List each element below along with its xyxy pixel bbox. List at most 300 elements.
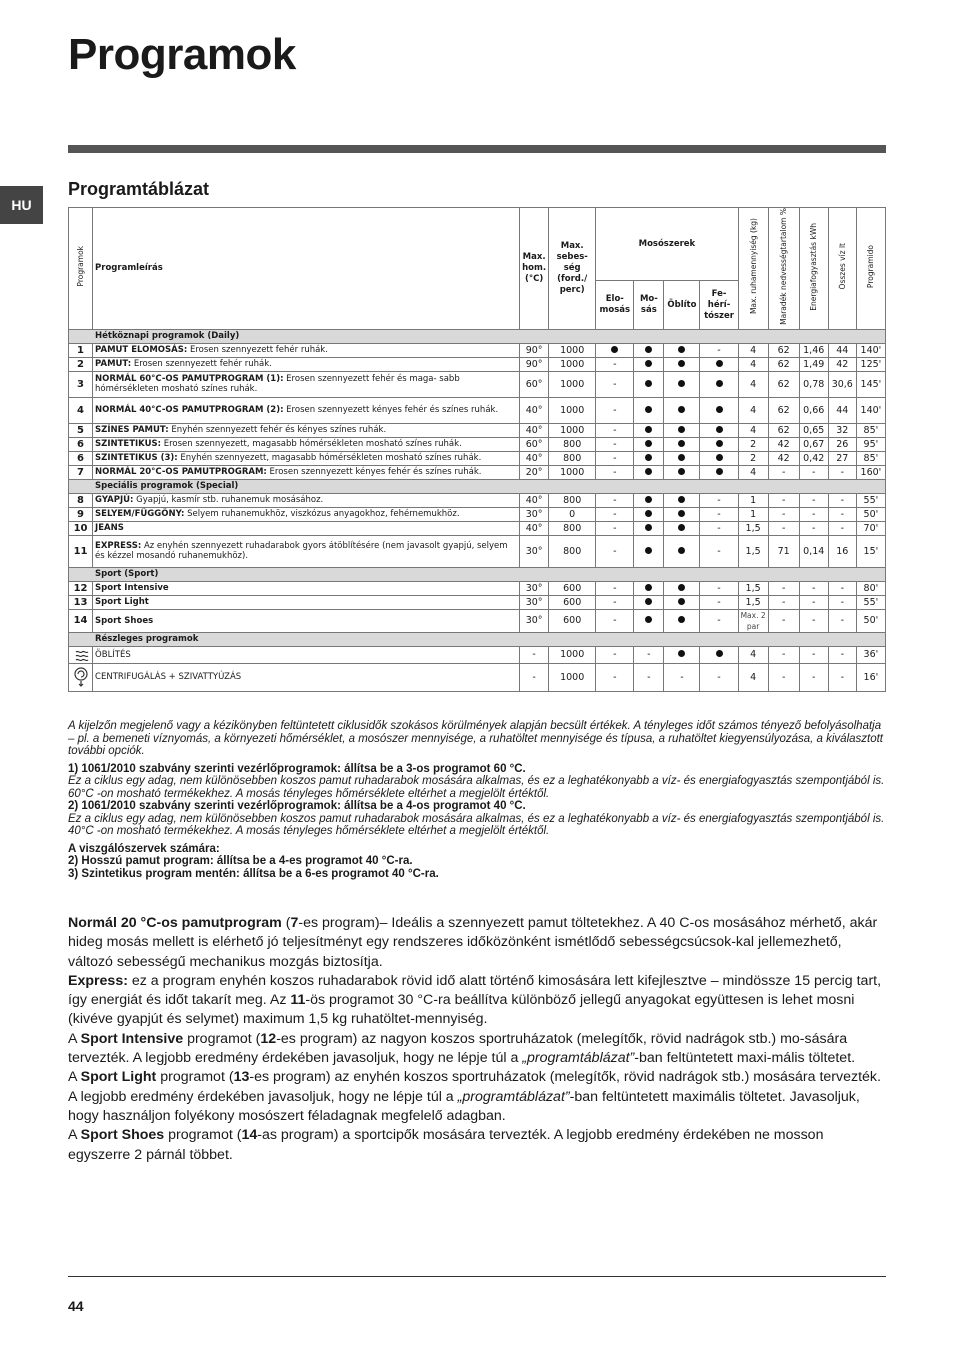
cell-pre	[596, 343, 634, 357]
section-row	[69, 329, 886, 343]
included-dot	[645, 440, 652, 447]
cell-rinse	[664, 507, 700, 521]
cell-temp: 30°	[520, 609, 549, 632]
program-number: 4	[69, 397, 93, 423]
cell-wash	[634, 397, 664, 423]
included-dot	[678, 547, 685, 554]
cell-temp: 40°	[520, 423, 549, 437]
cell-speed: 1000	[549, 343, 596, 357]
cell-wash	[634, 437, 664, 451]
table-row	[69, 493, 886, 507]
cell-res: 62	[768, 423, 799, 437]
included-dot	[716, 454, 723, 461]
cell-water: 44	[828, 343, 856, 357]
cell-water: -	[828, 521, 856, 535]
cell-kwh: -	[799, 609, 828, 632]
program-number: 10	[69, 521, 93, 535]
cell-temp: 40°	[520, 451, 549, 465]
included-dot	[645, 616, 652, 623]
included-dot	[645, 426, 652, 433]
program-description	[93, 371, 520, 397]
program-description	[93, 581, 520, 595]
cell-time: 140'	[856, 343, 885, 357]
included-dot	[678, 406, 685, 413]
cell-rinse	[664, 535, 700, 567]
cell-time: 85'	[856, 451, 885, 465]
cell-temp: -	[520, 663, 549, 691]
header-mososzerek: Mosószerek	[596, 208, 738, 281]
cell-rinse	[664, 423, 700, 437]
program-number: 1	[69, 343, 93, 357]
cell-wash	[634, 343, 664, 357]
cell-water: 30,6	[828, 371, 856, 397]
cell-bleach: -	[700, 535, 738, 567]
included-dot	[678, 380, 685, 387]
cell-speed: 600	[549, 609, 596, 632]
included-dot	[645, 496, 652, 503]
program-description	[93, 507, 520, 521]
cell-speed: 800	[549, 493, 596, 507]
cell-kwh: 0,66	[799, 397, 828, 423]
cell-water: -	[828, 581, 856, 595]
title-divider-bar	[68, 145, 886, 153]
cell-temp: 30°	[520, 507, 549, 521]
program-number: 7	[69, 465, 93, 479]
cell-temp: 40°	[520, 397, 549, 423]
cell-kwh: -	[799, 595, 828, 609]
cell-wash	[634, 595, 664, 609]
table-row	[69, 451, 886, 465]
cell-water: -	[828, 646, 856, 663]
cell-kg: Max. 2 par	[738, 609, 768, 632]
cell-speed: 800	[549, 451, 596, 465]
cell-speed: 1000	[549, 663, 596, 691]
cell-bleach: -	[700, 521, 738, 535]
cell-bleach: -	[700, 507, 738, 521]
header-feherito: Fe- hérí- tószer	[700, 281, 738, 329]
header-max-ruha: Max. ruhamennyiség (kg)	[738, 208, 768, 330]
included-dot	[645, 406, 652, 413]
cell-kwh: 0,67	[799, 437, 828, 451]
cell-pre: -	[596, 507, 634, 521]
program-name: SZÍNES PAMUT:	[95, 425, 169, 436]
program-name: NORMÁL 40°C-OS PAMUTPROGRAM (2):	[95, 405, 284, 416]
program-name: PAMUT ELOMOSÁS:	[95, 345, 188, 356]
cell-wash	[634, 451, 664, 465]
table-notes	[68, 720, 886, 880]
paragraph-sport-intensive: A Sport Intensive programot (12-es program) az nagyon koszos sportruházatok (melegítők, rövid nadrágok stb.) mo-sására tervezték. A legjobb eredmény érdekében javasoljuk, hogy ne lépje túl a „programtáblázat”-ban feltüntetett maxi-mális töltetet.	[68, 1030, 856, 1067]
cell-wash: -	[634, 663, 664, 691]
included-dot	[678, 468, 685, 475]
cell-rinse	[664, 357, 700, 371]
program-number: 6	[69, 451, 93, 465]
cell-speed: 0	[549, 507, 596, 521]
cell-res: 62	[768, 371, 799, 397]
header-max-sebesseg: Max. sebes- ség (ford./ perc)	[549, 208, 596, 330]
cell-temp: 40°	[520, 521, 549, 535]
cell-wash	[634, 465, 664, 479]
cell-water: -	[828, 465, 856, 479]
program-name: SZINTETIKUS:	[95, 439, 162, 450]
header-mosas: Mo- sás	[634, 281, 664, 329]
paragraph-sport-light: A Sport Light programot (13-es program) az enyhén koszos sportruházatok (melegítők, rövid nadrágok stb.) mosására tervezték. A legjobb eredmény érdekében javasoljuk, hogy ne lépje túl a „programtáblázat”-ban feltüntetett maximális töltetet. Javasoljuk, hogy használjon folyékony mosószert féladagnak megfelelő adagban.	[68, 1069, 881, 1124]
included-dot	[678, 650, 685, 657]
program-description	[93, 397, 520, 423]
program-name: NORMÁL 60°C-OS PAMUTPROGRAM (1):	[95, 373, 284, 384]
cell-bleach: -	[700, 609, 738, 632]
cell-pre: -	[596, 595, 634, 609]
included-dot	[645, 468, 652, 475]
cell-temp: 90°	[520, 343, 549, 357]
included-dot	[678, 598, 685, 605]
included-dot	[678, 426, 685, 433]
included-dot	[645, 360, 652, 367]
cell-time: 70'	[856, 521, 885, 535]
cell-bleach	[700, 437, 738, 451]
cell-water: 16	[828, 535, 856, 567]
program-detail: Enyhén szennyezett fehér és kényes színes ruhák.	[168, 425, 387, 436]
cell-pre: -	[596, 521, 634, 535]
program-number: 3	[69, 371, 93, 397]
cell-bleach: -	[700, 493, 738, 507]
section-label: Részleges programok	[69, 632, 886, 646]
cell-res: 42	[768, 451, 799, 465]
program-name: Sport Light	[95, 597, 149, 608]
program-description	[93, 423, 520, 437]
program-description	[93, 646, 520, 663]
program-table	[68, 207, 886, 692]
cell-kg: 1,5	[738, 521, 768, 535]
cell-wash	[634, 371, 664, 397]
included-dot	[678, 510, 685, 517]
program-number: 12	[69, 581, 93, 595]
cell-rinse	[664, 493, 700, 507]
table-row	[69, 357, 886, 371]
program-name: GYAPJÚ:	[95, 495, 134, 506]
included-dot	[678, 524, 685, 531]
cell-rinse	[664, 371, 700, 397]
table-row	[69, 343, 886, 357]
cell-pre: -	[596, 535, 634, 567]
cell-res: -	[768, 521, 799, 535]
cell-wash	[634, 535, 664, 567]
cell-wash	[634, 423, 664, 437]
cell-time: 145'	[856, 371, 885, 397]
program-number: 2	[69, 357, 93, 371]
program-name: PAMUT:	[95, 359, 132, 370]
cell-rinse	[664, 521, 700, 535]
included-dot	[678, 584, 685, 591]
cell-kwh: -	[799, 663, 828, 691]
section-label: Sport (Sport)	[69, 567, 886, 581]
cell-temp: 30°	[520, 535, 549, 567]
included-dot	[645, 598, 652, 605]
cell-speed: 600	[549, 581, 596, 595]
header-viz: Összes víz lt	[828, 208, 856, 330]
included-dot	[678, 454, 685, 461]
cell-rinse	[664, 609, 700, 632]
cell-water: 44	[828, 397, 856, 423]
cell-wash: -	[634, 646, 664, 663]
cell-res: -	[768, 465, 799, 479]
cell-bleach: -	[700, 663, 738, 691]
cell-res: 62	[768, 397, 799, 423]
cell-rinse	[664, 343, 700, 357]
cell-rinse: -	[664, 663, 700, 691]
cell-kwh: 0,65	[799, 423, 828, 437]
cell-kwh: -	[799, 465, 828, 479]
program-description	[93, 535, 520, 567]
cell-pre: -	[596, 371, 634, 397]
section-title: Programtáblázat	[68, 179, 210, 199]
cell-bleach: -	[700, 343, 738, 357]
cell-res: 42	[768, 437, 799, 451]
included-dot	[645, 510, 652, 517]
cell-water: -	[828, 493, 856, 507]
cell-res: -	[768, 493, 799, 507]
cell-rinse	[664, 451, 700, 465]
cell-kwh: 0,14	[799, 535, 828, 567]
cell-kg: 4	[738, 397, 768, 423]
table-row	[69, 437, 886, 451]
cell-time: 160'	[856, 465, 885, 479]
cell-bleach	[700, 423, 738, 437]
cell-time: 125'	[856, 357, 885, 371]
cell-temp: 60°	[520, 437, 549, 451]
program-number: 14	[69, 609, 93, 632]
program-description	[93, 595, 520, 609]
program-description	[93, 451, 520, 465]
cell-pre: -	[596, 609, 634, 632]
header-elomosas: Elo- mosás	[596, 281, 634, 329]
cell-pre: -	[596, 663, 634, 691]
table-row	[69, 507, 886, 521]
cell-water: -	[828, 663, 856, 691]
cell-kg: 1	[738, 507, 768, 521]
cell-res: -	[768, 609, 799, 632]
cell-temp: 30°	[520, 595, 549, 609]
header-leiras: Programleírás	[93, 208, 520, 330]
cell-kwh: -	[799, 493, 828, 507]
spin-icon	[69, 663, 93, 691]
cell-temp: 60°	[520, 371, 549, 397]
included-dot	[645, 547, 652, 554]
cell-kg: 1,5	[738, 535, 768, 567]
cell-res: -	[768, 507, 799, 521]
cell-kg: 1,5	[738, 581, 768, 595]
rinse-icon	[69, 646, 93, 663]
cell-res: 71	[768, 535, 799, 567]
program-description	[93, 437, 520, 451]
cell-kwh: -	[799, 507, 828, 521]
table-row	[69, 521, 886, 535]
cell-kwh: 0,78	[799, 371, 828, 397]
cell-bleach	[700, 646, 738, 663]
cell-kwh: -	[799, 581, 828, 595]
cell-pre: -	[596, 581, 634, 595]
included-dot	[678, 346, 685, 353]
program-descriptions	[68, 914, 886, 1165]
paragraph-normal-20: Normál 20 °C-os pamutprogram (7-es program)– Ideális a szennyezett pamut töltetekhez. A 40 C-os mosásához mérhető, akár hideg mosás mellett is elérhető jó teljesítményt egy rendszeres időközönként ismétlődő sebességcsúcsok-kal jellemezhető, változó sebességű mechanikus mozgás biztosítja.	[68, 915, 878, 970]
section-row	[69, 632, 886, 646]
page-title: Programok	[68, 30, 296, 79]
program-name: SZINTETIKUS (3):	[95, 453, 178, 464]
header-maradek: Maradék nedvességtartalom %	[768, 208, 799, 330]
note-4: 2) Hosszú pamut program: állítsa be a 4-es programot 40 °C-ra.	[68, 855, 413, 867]
cell-water: -	[828, 595, 856, 609]
included-dot	[645, 584, 652, 591]
included-dot	[645, 524, 652, 531]
cell-kwh: 1,46	[799, 343, 828, 357]
cell-time: 85'	[856, 423, 885, 437]
paragraph-sport-shoes: A Sport Shoes programot (14-as program) a sportcipők mosására tervezték. A legjobb eredmény érdekében ne mosson egyszerre 2 párnál többet.	[68, 1127, 824, 1163]
included-dot	[716, 426, 723, 433]
cell-pre: -	[596, 646, 634, 663]
cell-wash	[634, 581, 664, 595]
program-detail: Erosen szennyezett, magasabb hómérsékleten mosható színes ruhák.	[161, 439, 462, 450]
cell-wash	[634, 493, 664, 507]
cell-bleach	[700, 357, 738, 371]
language-tab: HU	[0, 186, 43, 224]
cell-kg: 4	[738, 465, 768, 479]
cell-pre: -	[596, 437, 634, 451]
program-number: 11	[69, 535, 93, 567]
cell-kg: 1,5	[738, 595, 768, 609]
cell-bleach	[700, 451, 738, 465]
cell-time: 95'	[856, 437, 885, 451]
cell-rinse	[664, 437, 700, 451]
program-description	[93, 465, 520, 479]
cell-time: 50'	[856, 609, 885, 632]
note-3: A viszgálószervek számára:	[68, 842, 220, 855]
cell-wash	[634, 609, 664, 632]
included-dot	[678, 496, 685, 503]
program-description	[93, 357, 520, 371]
cell-pre: -	[596, 493, 634, 507]
program-number: 13	[69, 595, 93, 609]
program-number: 8	[69, 493, 93, 507]
program-detail: Gyapjú, kasmír stb. ruhanemuk mosásához.	[133, 495, 324, 506]
cell-speed: 1000	[549, 423, 596, 437]
note-5: 3) Szintetikus program mentén: állítsa be a 6-es programot 40 °C-ra.	[68, 867, 439, 880]
cell-bleach	[700, 397, 738, 423]
cell-bleach	[700, 465, 738, 479]
cell-kg: 4	[738, 663, 768, 691]
cell-speed: 1000	[549, 465, 596, 479]
cell-wash	[634, 521, 664, 535]
program-detail: Erosen szennyezett kényes fehér és színes ruhák.	[283, 405, 499, 416]
section-label: Speciális programok (Special)	[69, 479, 886, 493]
note-2-title: 2) 1061/2010 szabvány szerinti vezérlőprogramok: állítsa be a 4-os programot 40 °C.	[68, 800, 526, 812]
cell-speed: 1000	[549, 397, 596, 423]
cell-kg: 2	[738, 437, 768, 451]
cell-kwh: -	[799, 521, 828, 535]
cell-temp: 20°	[520, 465, 549, 479]
included-dot	[716, 650, 723, 657]
program-detail: Selyem ruhanemukhöz, viszkózus anyagokhoz, fehérnemukhöz.	[184, 509, 460, 520]
cell-speed: 800	[549, 535, 596, 567]
cell-water: 42	[828, 357, 856, 371]
cell-water: -	[828, 507, 856, 521]
included-dot	[678, 616, 685, 623]
cell-res: 62	[768, 357, 799, 371]
included-dot	[645, 454, 652, 461]
cell-rinse	[664, 595, 700, 609]
included-dot	[716, 468, 723, 475]
included-dot	[645, 380, 652, 387]
program-description	[93, 663, 520, 691]
program-detail: Erosen szennyezett fehér ruhák.	[131, 359, 272, 370]
included-dot	[645, 346, 652, 353]
program-number: 5	[69, 423, 93, 437]
cell-bleach: -	[700, 595, 738, 609]
table-row	[69, 663, 886, 691]
cell-temp: 40°	[520, 493, 549, 507]
table-row	[69, 371, 886, 397]
table-row	[69, 646, 886, 663]
cell-temp: 30°	[520, 581, 549, 595]
header-max-hom: Max. hom. (°C)	[520, 208, 549, 330]
note-cycle-times: A kijelzőn megjelenő vagy a kézikönyben feltüntetett ciklusidők szokásos körülmények alapján becsült értékek. A tényleges időt számos tényező befolyásolhatja – pl. a bemeneti víznyomás, a környezeti hőmérséklet, a mosószer mennyisége, a ruhatöltet mennyisége és típusa, a ruhatöltet kiegyensúlyozása, a kiválasztott további opciók.	[68, 720, 884, 757]
cell-kg: 2	[738, 451, 768, 465]
cell-time: 55'	[856, 493, 885, 507]
cell-time: 16'	[856, 663, 885, 691]
cell-bleach: -	[700, 581, 738, 595]
program-detail: Enyhén szennyezett, magasabb hómérsékleten mosható színes ruhák.	[177, 453, 482, 464]
cell-wash	[634, 507, 664, 521]
cell-temp: -	[520, 646, 549, 663]
cell-bleach	[700, 371, 738, 397]
cell-kwh: -	[799, 646, 828, 663]
cell-speed: 600	[549, 595, 596, 609]
table-row	[69, 423, 886, 437]
program-detail: CENTRIFUGÁLÁS + SZIVATTYÚZÁS	[95, 672, 242, 683]
cell-res: -	[768, 663, 799, 691]
cell-kg: 4	[738, 357, 768, 371]
program-detail: Erosen szennyezett fehér és maga- sabb hómérsékleten mosható színes ruhák.	[95, 373, 460, 395]
cell-kg: 4	[738, 343, 768, 357]
cell-temp: 90°	[520, 357, 549, 371]
cell-pre: -	[596, 397, 634, 423]
program-description	[93, 493, 520, 507]
note-1-text: Ez a ciklus egy adag, nem különösebben koszos pamut ruhadarabok mosására alkalmas, és ez a leghatékonyabb a víz- és energiafogyasztás szempontjából is. 60°C -on mosható termékekhez. A mosás tényleges hőmérséklete eltérhet a megjelölt értéktől.	[68, 775, 885, 800]
table-row	[69, 535, 886, 567]
cell-pre: -	[596, 357, 634, 371]
included-dot	[716, 440, 723, 447]
section-row	[69, 567, 886, 581]
cell-time: 80'	[856, 581, 885, 595]
cell-kwh: 0,42	[799, 451, 828, 465]
table-row	[69, 609, 886, 632]
page-number: 44	[68, 1298, 84, 1314]
cell-time: 55'	[856, 595, 885, 609]
cell-speed: 800	[549, 521, 596, 535]
table-row	[69, 581, 886, 595]
table-row	[69, 397, 886, 423]
cell-res: -	[768, 581, 799, 595]
table-row	[69, 465, 886, 479]
cell-pre: -	[596, 465, 634, 479]
cell-water: -	[828, 609, 856, 632]
program-detail: Erosen szennyezett fehér ruhák.	[187, 345, 328, 356]
header-ido: Programido	[856, 208, 885, 330]
cell-kg: 4	[738, 646, 768, 663]
header-oblito: Öblíto	[664, 281, 700, 329]
section-label: Hétköznapi programok (Daily)	[69, 329, 886, 343]
cell-water: 27	[828, 451, 856, 465]
cell-time: 140'	[856, 397, 885, 423]
cell-res: 62	[768, 343, 799, 357]
